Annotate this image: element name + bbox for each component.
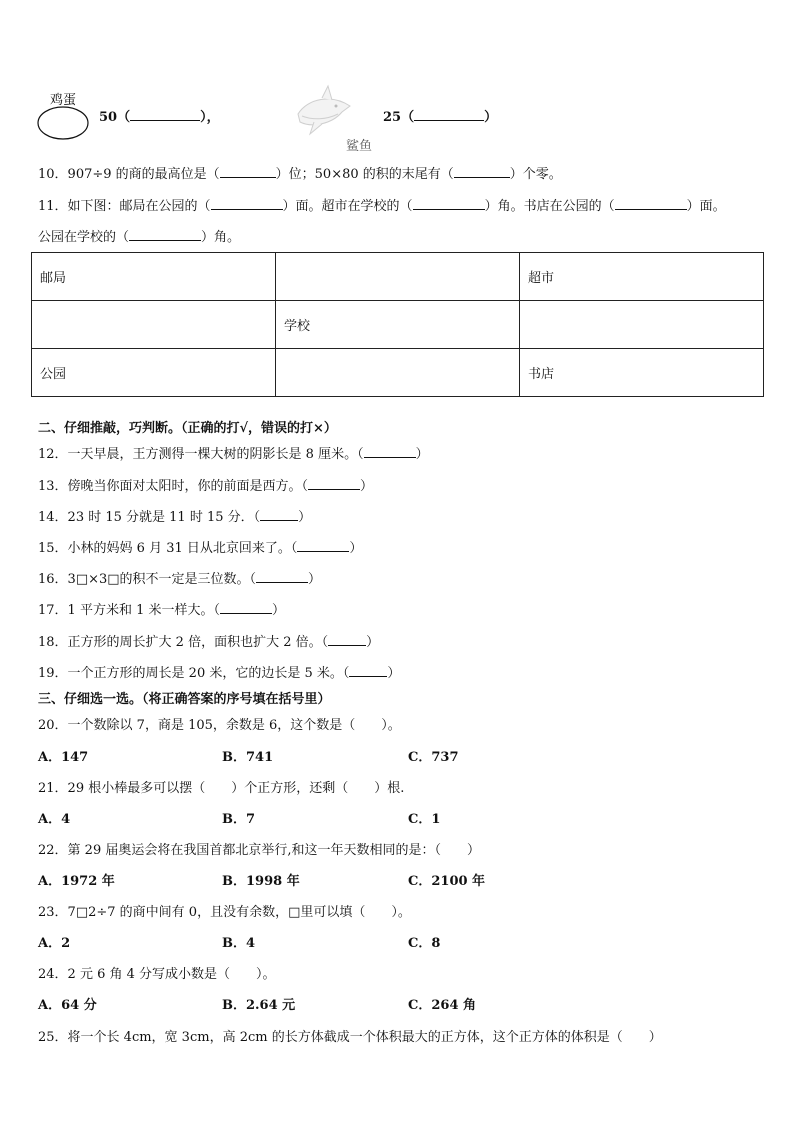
question-13: 13．傍晚当你面对太阳时，你的前面是西方。（ ） <box>38 479 374 494</box>
judge-blank[interactable] <box>349 666 387 677</box>
grid-cell <box>276 349 520 397</box>
judge-blank[interactable] <box>308 479 360 490</box>
question-17: 17．1 平方米和 1 米一样大。（ ） <box>38 603 285 618</box>
option-a[interactable]: A．4 <box>38 812 71 827</box>
q11-blank-4[interactable] <box>129 230 201 241</box>
option-a[interactable]: A．147 <box>38 750 89 765</box>
option-c[interactable]: C．8 <box>408 936 441 951</box>
egg-answer: 50（ ）， <box>99 110 220 125</box>
grid-row <box>32 253 764 301</box>
grid-cell: 邮局 <box>32 253 276 301</box>
grid-cell <box>276 253 520 301</box>
option-b[interactable]: B．2.64 元 <box>222 998 296 1013</box>
question-15: 15．小林的妈妈 6 月 31 日从北京回来了。（ ） <box>38 541 363 556</box>
option-a[interactable]: A．1972 年 <box>38 874 115 889</box>
grid-row <box>32 349 764 397</box>
grid-row <box>32 301 764 349</box>
question-16: 16．3□×3□的积不一定是三位数。（ ） <box>38 572 322 587</box>
egg-icon <box>36 104 90 142</box>
q10-blank-1[interactable] <box>220 167 276 178</box>
option-b[interactable]: B．1998 年 <box>222 874 300 889</box>
question-11-line-1: 11．如下图：邮局在公园的（ ）面。超市在学校的（ ）角。书店在公园的（ ）面。 <box>38 199 726 214</box>
judge-blank[interactable] <box>260 510 298 521</box>
option-a[interactable]: A．64 分 <box>38 998 97 1013</box>
question-14: 14．23 时 15 分就是 11 时 15 分．（ ） <box>38 510 312 525</box>
section-2-title: 二、仔细推敲，巧判断。（正确的打√，错误的打×） <box>38 421 337 436</box>
shark-label: 鲨鱼 <box>346 139 373 154</box>
option-b[interactable]: B．4 <box>222 936 256 951</box>
option-c[interactable]: C．1 <box>408 812 441 827</box>
shark-blank[interactable] <box>414 110 484 121</box>
shark-icon <box>292 84 354 140</box>
question-11-line-2: 公园在学校的（ ）角。 <box>38 230 241 245</box>
egg-label: 鸡蛋 <box>50 93 77 108</box>
question-25: 25．将一个长 4cm，宽 3cm，高 2cm 的长方体截成一个体积最大的正方体，这个正方体的体积是（ ） <box>38 1030 662 1045</box>
question-18: 18．正方形的周长扩大 2 倍，面积也扩大 2 倍。（ ） <box>38 635 380 650</box>
option-b[interactable]: B．7 <box>222 812 256 827</box>
option-c[interactable]: C．2100 年 <box>408 874 486 889</box>
question-12: 12．一天早晨，王方测得一棵大树的阴影长是 8 厘米。（ ） <box>38 447 429 462</box>
judge-blank[interactable] <box>364 447 416 458</box>
section-3-title: 三、仔细选一选。（将正确答案的序号填在括号里） <box>38 692 331 707</box>
question-23: 23．7□2÷7 的商中间有 0，且没有余数，□里可以填（ ）。 <box>38 905 411 920</box>
question-19: 19．一个正方形的周长是 20 米，它的边长是 5 米。（ ） <box>38 666 401 681</box>
q11-blank-3[interactable] <box>615 199 687 210</box>
egg-blank[interactable] <box>130 110 200 121</box>
option-b[interactable]: B．741 <box>222 750 274 765</box>
grid-cell: 书店 <box>520 349 764 397</box>
grid-cell <box>32 301 276 349</box>
option-c[interactable]: C．264 角 <box>408 998 477 1013</box>
grid-cell: 学校 <box>276 301 520 349</box>
judge-blank[interactable] <box>297 541 349 552</box>
question-24: 24．2 元 6 角 4 分写成小数是（ ）。 <box>38 967 276 982</box>
location-grid <box>31 252 764 397</box>
question-21: 21．29 根小棒最多可以摆（ ）个正方形，还剩（ ）根. <box>38 781 405 796</box>
question-10: 10．907÷9 的商的最高位是（ ）位；50×80 的积的末尾有（ ）个零。 <box>38 167 562 182</box>
judge-blank[interactable] <box>328 635 366 646</box>
judge-blank[interactable] <box>220 603 272 614</box>
shark-answer: 25（ ） <box>383 110 498 125</box>
grid-cell <box>520 301 764 349</box>
grid-cell: 公园 <box>32 349 276 397</box>
grid-cell: 超市 <box>520 253 764 301</box>
q11-blank-1[interactable] <box>211 199 283 210</box>
q10-blank-2[interactable] <box>454 167 510 178</box>
judge-blank[interactable] <box>256 572 308 583</box>
question-20: 20．一个数除以 7，商是 105，余数是 6，这个数是（ ）。 <box>38 718 401 733</box>
question-22: 22．第 29 届奥运会将在我国首都北京举行,和这一年天数相同的是：（ ） <box>38 843 480 858</box>
option-c[interactable]: C．737 <box>408 750 459 765</box>
q11-blank-2[interactable] <box>413 199 485 210</box>
option-a[interactable]: A．2 <box>38 936 71 951</box>
